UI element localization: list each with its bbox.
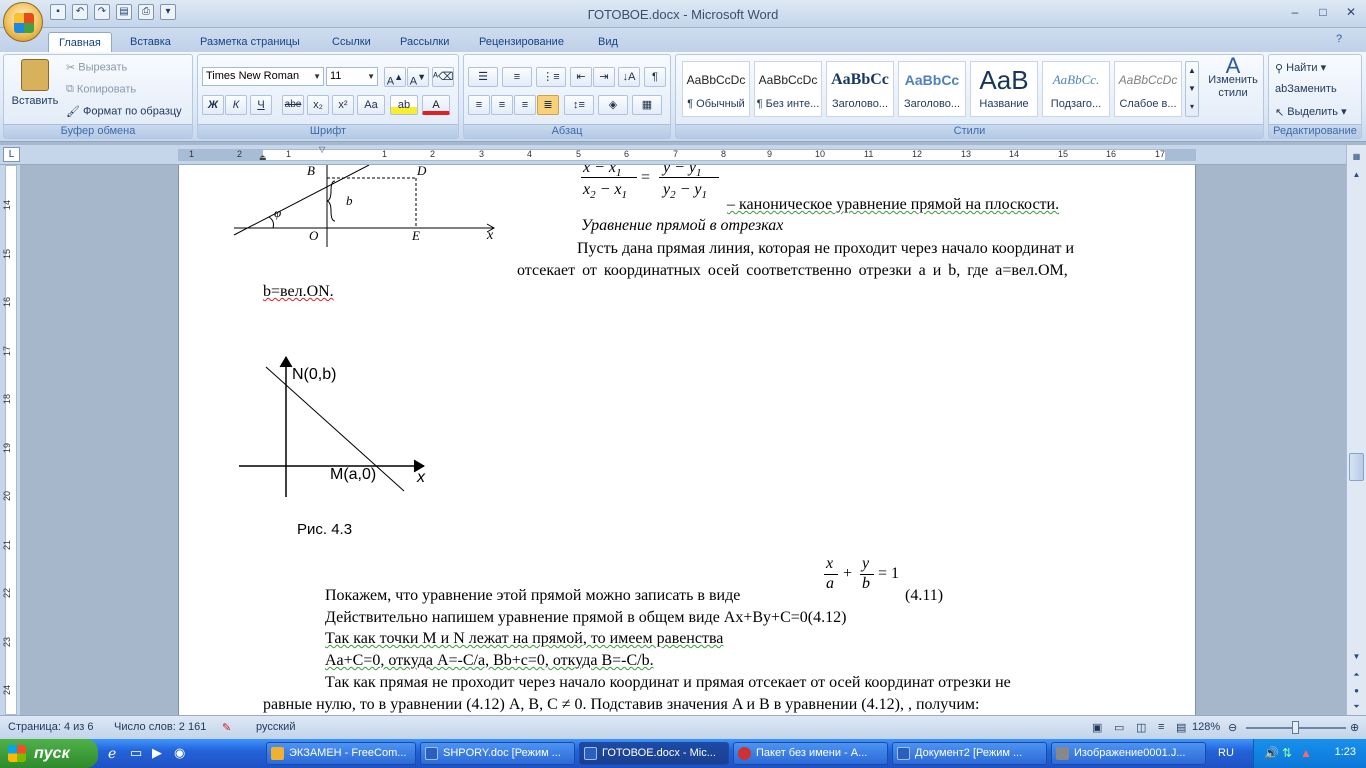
ruler-tick: 11 xyxy=(864,149,874,159)
language-indicator[interactable]: русский xyxy=(256,721,296,733)
justify-button[interactable] xyxy=(537,95,559,115)
ruler-tick: 1 xyxy=(286,149,292,159)
canonical-equation-text: – каноническое уравнение прямой на плоскости. xyxy=(727,196,1060,213)
ruler-tick: 1 xyxy=(382,149,388,159)
sort-icon: ↓A xyxy=(622,71,636,83)
eq-y: y xyxy=(862,555,870,572)
bullets-button[interactable] xyxy=(468,67,498,87)
label-M: M(a,0) xyxy=(330,466,377,483)
task-label: Документ2 [Режим ... xyxy=(915,747,1023,759)
eq-b: b xyxy=(862,575,870,592)
align-center-button[interactable] xyxy=(491,95,513,115)
next-page-icon[interactable]: ⏷ xyxy=(1353,702,1360,711)
frac1-den-rest: − x xyxy=(595,181,622,198)
start-button[interactable] xyxy=(0,739,98,768)
tab-view[interactable]: Вид xyxy=(598,36,618,48)
numbering-icon: ≡ xyxy=(513,71,521,83)
paragraph-line: Так как точки M и N лежат на прямой, то имеем равенства xyxy=(325,630,724,647)
ruler-tick: 10 xyxy=(815,149,826,159)
subscript-button[interactable]: x₂ xyxy=(307,95,329,115)
styles-group xyxy=(675,54,1264,139)
office-button[interactable] xyxy=(3,2,43,42)
document-page[interactable] xyxy=(178,165,1196,715)
replace-icon: ab xyxy=(1275,83,1288,96)
paragraph-line: Aa+C=0, откуда A=-C/a, Bb+c=0, откуда B=-C/b. xyxy=(325,652,654,669)
style-sample: AaBbCcDc xyxy=(758,73,818,87)
font-group xyxy=(197,54,459,139)
frac2-denominator xyxy=(663,181,707,201)
underline-button[interactable]: Ч xyxy=(250,95,272,115)
sort-button[interactable] xyxy=(618,67,640,87)
paragraph-line: Пусть дана прямая линия, которая не проходит через начало координат и xyxy=(577,240,1075,257)
borders-icon: ▦ xyxy=(641,99,653,111)
bullets-icon: ☰ xyxy=(478,71,488,83)
horizontal-ruler xyxy=(0,145,1366,165)
taskbar-item-active[interactable] xyxy=(579,742,729,765)
ruler-tick: 2 xyxy=(237,149,243,159)
shading-button[interactable] xyxy=(598,95,628,115)
zoom-level[interactable]: 128% xyxy=(1192,721,1221,733)
ruler-tick: 15 xyxy=(1058,149,1069,159)
font-size-value: 11 xyxy=(330,70,342,82)
ruler-tick: 23 xyxy=(2,636,13,648)
system-tray xyxy=(1253,739,1366,768)
frac1-den-text: x xyxy=(583,181,591,198)
paragraph-group-label: Абзац xyxy=(464,124,670,138)
redo-icon[interactable]: ↷ xyxy=(94,4,110,20)
save-icon[interactable]: ▪ xyxy=(50,4,66,20)
cursor-icon: ↖ xyxy=(1275,106,1285,119)
brush-icon: 🖌 xyxy=(66,106,80,118)
ruler-tick: 18 xyxy=(2,393,13,405)
label-b: b xyxy=(346,193,353,208)
cut-label: Вырезать xyxy=(78,61,128,74)
ruler-tick: 14 xyxy=(1009,149,1020,159)
ruler-tick: 13 xyxy=(961,149,972,159)
increase-indent-button[interactable] xyxy=(593,67,615,87)
editing-group xyxy=(1268,54,1362,139)
label-D: D xyxy=(417,165,427,178)
align-center-icon: ≡ xyxy=(498,99,506,111)
strikethrough-button[interactable]: abe xyxy=(282,95,304,115)
paste-icon xyxy=(21,59,49,91)
paragraph-line: Покажем, что уравнение этой прямой можно записать в виде xyxy=(325,587,741,604)
ruler-tick: 7 xyxy=(673,149,679,159)
ruler-tick: 16 xyxy=(2,296,13,308)
frac2-den-text: y xyxy=(663,181,671,198)
ruler-tick: 9 xyxy=(767,149,773,159)
ruler-tick: 5 xyxy=(576,149,582,159)
font-color-icon: A xyxy=(432,99,440,111)
view-draft-icon[interactable]: ▤ xyxy=(1176,722,1187,734)
align-right-icon: ≡ xyxy=(521,99,529,111)
format-painter-button[interactable] xyxy=(66,105,182,118)
italic-button[interactable]: К xyxy=(225,95,247,115)
taskbar-item[interactable] xyxy=(1051,742,1206,765)
scroll-down-icon[interactable]: ▼ xyxy=(1352,652,1361,661)
view-outline-icon[interactable]: ≡ xyxy=(1158,721,1165,733)
ruler-tick: 24 xyxy=(2,684,13,696)
borders-button[interactable] xyxy=(632,95,662,115)
view-print-layout-icon[interactable]: ▣ xyxy=(1092,722,1103,734)
task-label: Пакет без имени - A... xyxy=(756,747,868,759)
line-spacing-button[interactable] xyxy=(564,95,594,115)
font-name-value: Times New Roman xyxy=(206,70,300,82)
maximize-button[interactable]: □ xyxy=(1319,5,1327,19)
eq-plus: + xyxy=(843,565,853,582)
clipboard-group xyxy=(3,54,193,139)
scroll-up-icon[interactable]: ▲ xyxy=(1352,170,1361,179)
style-name: Подзаго... xyxy=(1050,98,1102,110)
scroll-thumb[interactable] xyxy=(1349,453,1364,481)
ie-icon[interactable]: ℯ xyxy=(108,745,117,761)
tab-selector-button[interactable]: L xyxy=(3,147,20,162)
ruler-strip[interactable] xyxy=(178,145,1196,162)
frac1-den-sub2: 2 xyxy=(590,189,596,202)
line-spacing-icon: ↕≡ xyxy=(573,99,585,111)
safely-remove-icon[interactable]: ▲ xyxy=(1300,746,1312,760)
binoculars-icon: ⚲ xyxy=(1275,62,1284,75)
word-doc-icon xyxy=(425,747,438,760)
decrease-indent-button[interactable] xyxy=(570,67,592,87)
copy-icon: ⧉ xyxy=(66,83,74,95)
ribbon-tabs xyxy=(0,28,1366,52)
style-sample: AaBbCc xyxy=(904,72,960,88)
task-label: ЭКЗАМЕН - FreeCom... xyxy=(289,747,407,759)
justify-icon: ≣ xyxy=(543,99,553,111)
chevron-down-icon: ▼ xyxy=(367,72,375,81)
style-name: ¶ Обычный xyxy=(687,98,745,110)
style-subtle-emphasis[interactable] xyxy=(1114,61,1182,117)
frac1-bar xyxy=(581,177,637,178)
office-logo-icon xyxy=(14,13,34,33)
window-controls xyxy=(1284,3,1362,21)
brace-b xyxy=(327,181,335,221)
intercept-equation xyxy=(822,555,912,603)
label-B: B xyxy=(307,165,315,178)
style-name: ¶ Без инте... xyxy=(756,98,820,110)
ruler-tick: 3 xyxy=(479,149,485,159)
equation-number: (4.11) xyxy=(905,587,944,604)
language-indicator[interactable]: RU xyxy=(1218,747,1234,759)
close-button[interactable]: ✕ xyxy=(1345,5,1357,19)
window-title: ГОТОВОЕ.docx - Microsoft Word xyxy=(587,7,779,22)
style-name: Заголово... xyxy=(903,98,961,110)
vertical-ruler-strip xyxy=(5,165,17,715)
font-size-combo[interactable] xyxy=(326,67,378,86)
ruler-tick: 20 xyxy=(2,490,13,502)
windows-flag-icon xyxy=(8,745,26,762)
paste-button[interactable] xyxy=(10,59,60,107)
print-preview-icon[interactable]: ▤ xyxy=(116,4,132,20)
label-O: O xyxy=(309,228,319,243)
format-painter-label: Формат по образцу xyxy=(83,105,182,118)
page-count[interactable]: Страница: 4 из 6 xyxy=(8,721,94,733)
styles-scroll[interactable]: ▲ ▼ ▾ xyxy=(1185,61,1199,117)
ruler-tick: 2 xyxy=(430,149,436,159)
network-icon[interactable]: ⇅ xyxy=(1282,746,1293,760)
ruler-tick: 14 xyxy=(2,199,13,211)
select-button[interactable]: ↖ Выделить ▾ xyxy=(1275,106,1347,119)
paragraph-line: Действительно напишем уравнение прямой в общем виде Ax+By+C=0(4.12) xyxy=(325,609,847,626)
start-label: пуск xyxy=(34,745,70,762)
style-name: Заголово... xyxy=(831,98,889,110)
clipboard-group-label: Буфер обмена xyxy=(4,124,192,138)
replace-button[interactable] xyxy=(1275,83,1337,95)
print-icon[interactable]: ⎙ xyxy=(138,4,154,20)
ruler-tick: 6 xyxy=(624,149,630,159)
label-E: E xyxy=(412,228,420,243)
style-name: Слабое в... xyxy=(1119,98,1177,110)
superscript-button[interactable]: x² xyxy=(332,95,354,115)
highlight-button[interactable] xyxy=(390,95,418,115)
vertical-scrollbar[interactable] xyxy=(1346,145,1366,715)
grow-font-button[interactable]: A▲ xyxy=(384,67,406,87)
tab-mailings[interactable]: Рассылки xyxy=(400,36,450,48)
eq-equals-one: = 1 xyxy=(878,565,900,582)
word-count[interactable]: Число слов: 2 161 xyxy=(114,721,207,733)
messenger-icon[interactable]: ◉ xyxy=(174,745,186,760)
word-doc-icon xyxy=(584,747,597,760)
paragraph-line: b=вел.ON. xyxy=(263,283,334,300)
app-icon xyxy=(738,747,751,760)
show-marks-button[interactable] xyxy=(644,67,666,87)
style-title[interactable] xyxy=(970,61,1038,117)
section-title: Уравнение прямой в отрезках xyxy=(581,217,784,234)
frac2-den-rest: − y xyxy=(675,181,702,198)
eq-x: x xyxy=(826,555,834,572)
word-doc-icon xyxy=(897,747,910,760)
freecommander-icon xyxy=(271,747,284,760)
angle-arc xyxy=(269,217,274,228)
style-heading1[interactable] xyxy=(826,61,894,117)
style-sample: AaB xyxy=(979,65,1029,95)
select-label: Выделить xyxy=(1287,106,1339,118)
label-x-axis: x xyxy=(487,228,494,243)
pilcrow-icon: ¶ xyxy=(652,71,658,83)
taskbar-item[interactable] xyxy=(892,742,1047,765)
paragraph-line: Так как прямая не проходит через начало координат и прямая отсекает от осей координат отрезки не xyxy=(325,674,1011,691)
minimize-button[interactable]: – xyxy=(1291,5,1299,19)
outdent-icon: ⇤ xyxy=(576,71,586,83)
scissors-icon: ✂ xyxy=(66,62,76,74)
figure-caption: Рис. 4.3 xyxy=(297,521,353,538)
zoom-slider-thumb[interactable] xyxy=(1292,721,1299,734)
frac1-num-sub: 1 xyxy=(616,167,622,180)
document-area[interactable] xyxy=(20,165,1346,715)
font-name-combo[interactable] xyxy=(202,67,324,86)
volume-icon[interactable]: 🔊 xyxy=(1264,746,1279,760)
proofing-icon[interactable]: ✎ xyxy=(222,722,232,734)
vertical-ruler xyxy=(0,165,20,715)
taskbar-item[interactable] xyxy=(420,742,575,765)
title-bar xyxy=(0,0,1366,28)
task-label: ГОТОВОЕ.docx - Mic... xyxy=(602,747,716,759)
tab-review[interactable]: Рецензирование xyxy=(479,36,564,48)
ruler-tick: 15 xyxy=(2,248,13,260)
frac2-den-sub: 1 xyxy=(701,189,708,202)
change-styles-label: Изменить стили xyxy=(1208,74,1258,99)
frac1-denominator xyxy=(583,181,627,201)
customize-qat-icon[interactable]: ▾ xyxy=(160,4,176,20)
previous-page-icon[interactable]: ⏶ xyxy=(1353,670,1360,679)
frac1-den-sub: 1 xyxy=(621,189,628,202)
change-case-button[interactable]: Aa xyxy=(357,95,385,115)
zoom-out-icon[interactable]: ⊖ xyxy=(1228,722,1238,734)
status-bar xyxy=(0,715,1366,739)
ruler-tick: 4 xyxy=(527,149,533,159)
align-left-button[interactable] xyxy=(468,95,490,115)
paragraph-line: равные нулю, то в уравнении (4.12) A, B, C ≠ 0. Подставив значения A и B в уравнении (4.12), , получим: xyxy=(263,696,980,713)
task-label: SHPORY.doc [Режим ... xyxy=(443,747,561,759)
show-desktop-icon[interactable]: ▭ xyxy=(130,745,143,760)
shrink-font-button[interactable]: A▼ xyxy=(407,67,429,87)
label-N: N(0,b) xyxy=(292,366,337,383)
y-axis-arrow-icon xyxy=(280,357,292,367)
tab-insert[interactable]: Вставка xyxy=(130,36,171,48)
first-line-indent-icon[interactable]: ▽ xyxy=(319,145,326,154)
media-player-icon[interactable]: ▶ xyxy=(152,745,162,760)
ruler-tick: 16 xyxy=(1106,149,1117,159)
find-button[interactable]: ⚲ Найти ▾ xyxy=(1275,62,1327,75)
image-viewer-icon xyxy=(1056,747,1069,760)
taskbar-item[interactable] xyxy=(266,742,416,765)
task-label: Изображение0001.J... xyxy=(1074,747,1186,759)
paste-label: Вставить xyxy=(11,95,59,107)
align-right-button[interactable] xyxy=(514,95,536,115)
styles-group-label: Стили xyxy=(676,124,1263,138)
ruler-tick: 17 xyxy=(2,345,13,357)
copy-button[interactable] xyxy=(66,83,136,96)
editing-group-label: Редактирование xyxy=(1269,124,1361,138)
canonical-formula xyxy=(581,165,721,209)
ruler-tick: 21 xyxy=(2,539,13,551)
view-web-icon[interactable]: ◫ xyxy=(1136,722,1147,734)
change-styles-icon: A xyxy=(1225,53,1241,78)
paragraph-group xyxy=(463,54,671,139)
ruler-tick: 1 xyxy=(189,149,195,159)
indent-icon: ⇥ xyxy=(599,71,609,83)
style-sample: AaBbCc. xyxy=(1052,72,1100,87)
copy-label: Копировать xyxy=(76,83,137,96)
frac1-num-text: x − x xyxy=(583,165,616,176)
style-no-spacing[interactable] xyxy=(754,61,822,117)
view-full-screen-icon[interactable]: ▭ xyxy=(1114,722,1125,734)
align-left-icon: ≡ xyxy=(475,99,483,111)
clock[interactable]: 1:23 xyxy=(1334,746,1356,758)
tab-home[interactable]: Главная xyxy=(48,32,112,52)
style-subtitle[interactable] xyxy=(1042,61,1110,117)
ruler-tick: 19 xyxy=(2,442,13,454)
paragraph-line: отсекает от координатных осей соответственно отрезки a и b, где a=вел.OM, xyxy=(517,262,1068,279)
multilevel-list-button[interactable] xyxy=(536,67,566,87)
clear-format-button[interactable]: ᴬ⌫ xyxy=(432,67,454,87)
style-sample: AaBbCc xyxy=(831,71,889,88)
label-phi: φ xyxy=(274,205,282,220)
label-x-axis: x xyxy=(417,469,425,486)
style-sample: AaBbCcDc xyxy=(1118,73,1178,87)
frac2-num-text: y − y xyxy=(663,165,696,176)
eq-a: a xyxy=(826,575,834,592)
right-margin xyxy=(1165,150,1195,160)
chevron-down-icon: ▼ xyxy=(313,72,321,81)
undo-icon[interactable]: ↶ xyxy=(72,4,88,20)
ribbon xyxy=(0,52,1366,142)
bold-button[interactable]: Ж xyxy=(202,95,224,115)
taskbar-item[interactable] xyxy=(733,742,888,765)
ruler-tick: 12 xyxy=(912,149,923,159)
numbering-button[interactable] xyxy=(502,67,532,87)
frac2-den-sub2: 2 xyxy=(670,189,676,202)
ruler-tick: 8 xyxy=(721,149,727,159)
font-color-button[interactable] xyxy=(422,95,450,115)
style-heading2[interactable] xyxy=(898,61,966,117)
font-group-label: Шрифт xyxy=(198,124,458,138)
ruler-tick: 22 xyxy=(2,587,13,599)
style-normal[interactable] xyxy=(682,61,750,117)
find-label: Найти xyxy=(1286,62,1318,74)
frac2-bar xyxy=(659,177,719,178)
indent-marker-icon[interactable]: ⏏ xyxy=(259,153,267,162)
help-icon[interactable]: ? xyxy=(1336,33,1343,45)
taskbar xyxy=(0,739,1366,768)
replace-label: Заменить xyxy=(1287,83,1337,95)
ruler-toggle-icon[interactable]: ▦ xyxy=(1352,152,1361,161)
tab-page-layout[interactable]: Разметка страницы xyxy=(200,36,300,48)
cut-button[interactable] xyxy=(66,61,127,74)
figure-line-angle xyxy=(229,165,509,250)
tab-references[interactable]: Ссылки xyxy=(332,36,371,48)
multilevel-icon: ⋮≡ xyxy=(542,71,560,83)
zoom-in-icon[interactable]: ⊕ xyxy=(1350,722,1360,734)
change-styles-button[interactable] xyxy=(1204,53,1262,100)
ruler-tick: 17 xyxy=(1155,149,1166,159)
browse-object-icon[interactable]: ● xyxy=(1354,686,1359,695)
highlighter-icon: ab xyxy=(397,99,411,111)
paint-bucket-icon: ◈ xyxy=(608,99,618,111)
equals-sign: = xyxy=(641,169,651,186)
style-sample: AaBbCcDc xyxy=(686,73,746,87)
style-name: Название xyxy=(979,98,1029,110)
frac2-num-sub: 1 xyxy=(696,167,702,180)
